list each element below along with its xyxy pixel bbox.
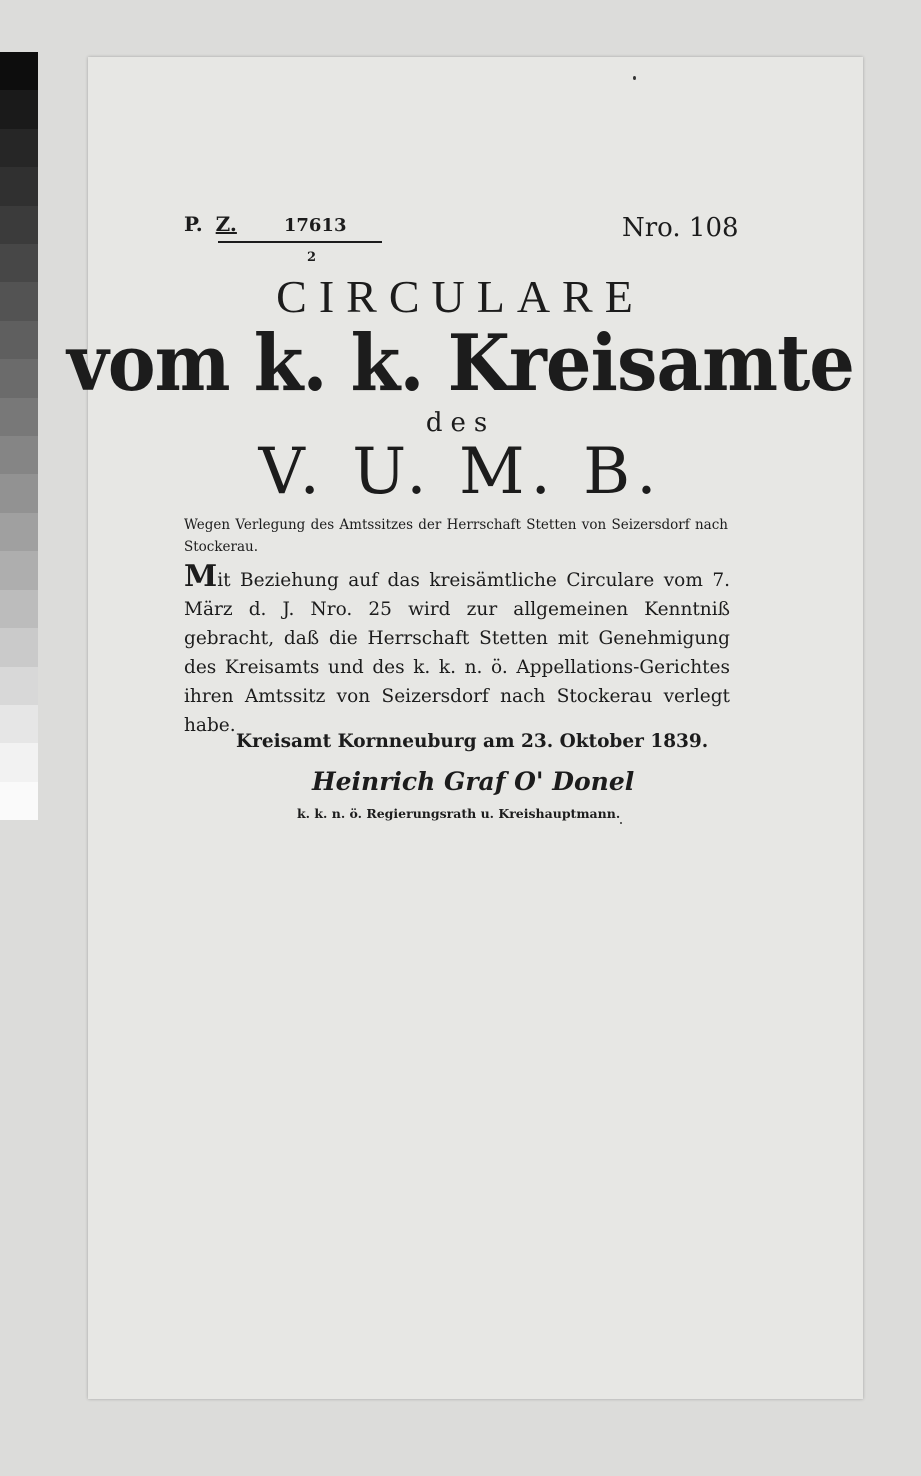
pz-number: 17613 bbox=[283, 215, 347, 236]
body-paragraph: it Beziehung auf das kreisämtliche Circulare vom 7. März d. J. Nro. 25 wird zur allgemeinen Kenntniß gebracht, daß die Herrschaft Stetten mit Genehmigung des Kreisamts und des k. k. n. ö. Appellations-Gerichtes ihren Amtssitz von Seizersdorf nach Stockerau verlegt habe. bbox=[184, 570, 730, 736]
reference-underline bbox=[218, 241, 382, 243]
heading-district: V. U. M. B. bbox=[258, 435, 663, 509]
reference-number bbox=[184, 212, 346, 236]
heading-issuer: vom k. k. Kreisamte bbox=[66, 318, 855, 409]
subject-line: Wegen Verlegung des Amtssitzes der Herrschaft Stetten von Seizersdorf nach Stockerau. bbox=[184, 517, 728, 555]
date-line: Kreisamt Kornneuburg am 23. Oktober 1839. bbox=[236, 731, 709, 752]
pz-prefix: P. bbox=[184, 212, 203, 236]
heading-des: des bbox=[425, 408, 496, 438]
body-text bbox=[184, 559, 730, 740]
pz-z: Z. bbox=[215, 212, 237, 236]
heading-circulare: CIRCULARE bbox=[276, 271, 645, 322]
signature-name: Heinrich Graf O' Donel bbox=[312, 767, 635, 796]
signature-title: k. k. n. ö. Regierungsrath u. Kreishauptmann. bbox=[297, 806, 621, 821]
circular-number: Nro. 108 bbox=[622, 213, 739, 243]
drop-initial: M bbox=[184, 559, 218, 594]
reference-subnumber: 2 bbox=[307, 250, 317, 265]
